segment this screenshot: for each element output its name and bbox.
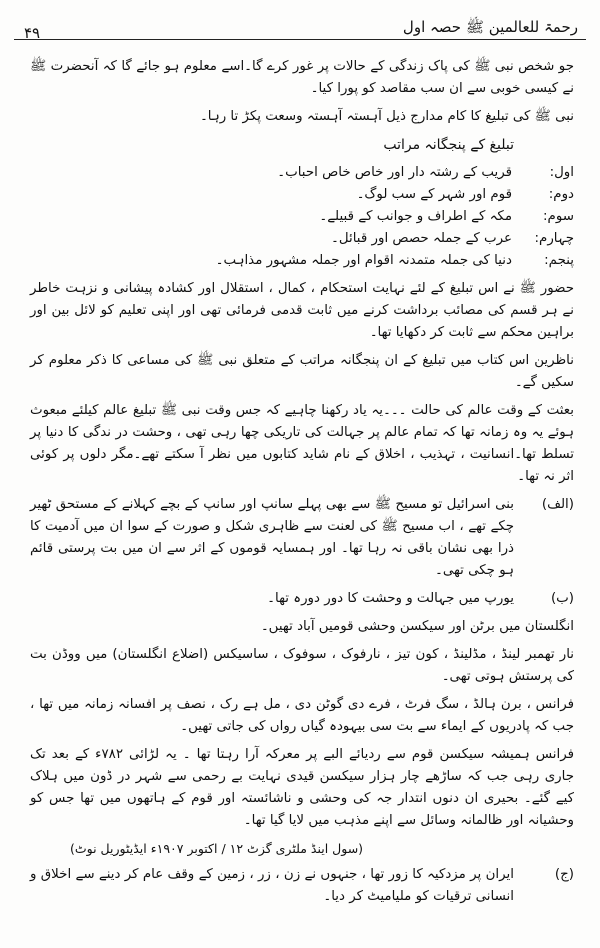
stage-text: قریب کے رشتہ دار اور خاص خاص احباب۔ bbox=[277, 165, 512, 180]
body-paragraph: ناظرین اس کتاب میں تبلیغ کے ان پنجگانہ مراتب کے متعلق نبی ﷺ کی مساعی کا ذکر معلوم کر سکیں گے۔ bbox=[30, 353, 574, 390]
header-rule bbox=[14, 39, 586, 40]
citation: (سول اینڈ ملٹری گزٹ ۱۲ / اکتوبر ۱۹۰۷ء ایڈیٹوریل نوٹ) bbox=[70, 841, 364, 856]
stage-label: پنجم: bbox=[544, 253, 574, 268]
stage-text: عرب کے جملہ حصص اور قبائل۔ bbox=[331, 231, 512, 246]
stage-item bbox=[30, 184, 574, 206]
section-alif bbox=[30, 494, 574, 582]
stage-item bbox=[30, 206, 574, 228]
stage-text: مکہ کے اطراف و جوانب کے قبیلے۔ bbox=[319, 209, 512, 224]
europe-paragraph: انگلستان میں برٹن اور سیکسن وحشی قومیں آباد تھیں۔ bbox=[260, 619, 574, 634]
stage-text: قوم اور شہر کے سب لوگ۔ bbox=[356, 187, 512, 202]
europe-paragraph: فرانس ، برن ہالڈ ، سگ فرٹ ، فرے دی گوٹن دی ، مل ہے رک ، نصف پر افسانہ زمانہ میں تھا ، جب کہ پادریوں کے ایماء سے بت سی بیہودہ گیاں رواں کی جاتی تھیں۔ bbox=[30, 697, 574, 734]
stage-item bbox=[30, 228, 574, 250]
stages-heading: تبلیغ کے پنجگانہ مراتب bbox=[383, 137, 514, 153]
section-text: بنی اسرائیل تو مسیح ﷺ سے بھی پہلے سانپ اور سانپ کے بچے کہلانے کے مستحق ٹھیر چکے تھے ، اب مسیح ﷺ کی لعنت سے ظاہری شکل و صورت کے سوا ان میں آدمیت کا ذرا بھی نشان باقی نہ رہا تھا۔ اور ہمسایہ قوموں کے اثر سے ان میں بت پرستی قائم ہو چکی تھی۔ bbox=[30, 497, 514, 578]
stage-label: چہارم: bbox=[534, 231, 574, 246]
stage-label: دوم: bbox=[548, 187, 574, 202]
europe-paragraph: نار تھمبر لینڈ ، مڈلینڈ ، کون تیز ، نارفوک ، سوفوک ، ساسیکس (اضلاع انگلستان) میں ووڈن بت کی پرستش ہوتی تھی۔ bbox=[30, 647, 574, 684]
page-header bbox=[14, 10, 586, 40]
page-body bbox=[30, 56, 574, 914]
body-paragraph: بعثت کے وقت عالم کی حالت ۔۔۔یہ یاد رکھنا چاہیے کہ جس وقت نبی ﷺ تبلیغ عالم کیلئے مبعوث ہوئے یہ وہ زمانہ تھا کہ تمام عالم پر جہالت کی تاریکی چھا رہی تھی ، وحشت در ندگی کا دنیا پر تسلط تھا۔انسانیت ، تہذیب ، اخلاق کے نام شاید کتابوں میں نظر آ سکتے تھے۔مگر دلوں پر کوئی اثر نہ تھا۔ bbox=[30, 403, 574, 484]
section-label: (الف) bbox=[541, 497, 574, 512]
stage-text: دنیا کی جملہ متمدنہ اقوام اور جملہ مشہور مذاہب۔ bbox=[215, 253, 512, 268]
intro-paragraph: جو شخص نبی ﷺ کی پاک زندگی کے حالات پر غور کرے گا۔اسے معلوم ہو جائے گا کہ آنحضرت ﷺ نے کیسی خوبی سے ان سب مقاصد کو پورا کیا۔ bbox=[30, 59, 574, 96]
stage-item bbox=[30, 162, 574, 184]
intro-paragraph: نبی ﷺ کی تبلیغ کا کام مدارج ذیل آہستہ آہستہ وسعت پکڑ تا رہا۔ bbox=[199, 109, 574, 124]
stage-item bbox=[30, 250, 574, 272]
stages-list bbox=[30, 162, 574, 272]
section-be bbox=[30, 588, 574, 610]
body-paragraph: حضور ﷺ نے اس تبلیغ کے لئے نہایت استحکام ، کمال ، استقلال اور کشادہ پیشانی و نزہت خاطر نے ہر قسم کی مصائب برداشت کرنے میں ثابت قدمی فرمائی تھی اور اپنی تعلیم کو لائل بین اور براہین محکم سے ثابت کر دکھایا تھا۔ bbox=[30, 281, 574, 340]
stage-label: سوم: bbox=[543, 209, 574, 224]
section-jeem bbox=[30, 864, 574, 908]
section-label: (ج) bbox=[554, 867, 574, 882]
europe-paragraph: فرانس ہمیشہ سیکسن قوم سے ردیائے البے پر معرکہ آرا رہتا تھا ۔ یہ لڑائی ۷۸۲ء کے بعد تک جاری رہی جب کہ ساڑھے چار ہزار سیکسن قیدی نہایت بے رحمی سے شہر در ڈون میں ہلاک کیے گئے۔ بحیری ان دنوں انتدار جہ کی وحشی و ناشائستہ اور قوم کے ہاتھوں میں تھا جس کو وحشیانہ اور ظالمانہ وسائل سے اپنے مذہب میں لایا گیا تھا۔ bbox=[30, 747, 574, 828]
section-text: یورپ میں جہالت و وحشت کا دور دورہ تھا۔ bbox=[267, 591, 514, 606]
stage-label: اول: bbox=[549, 165, 574, 180]
page-number: ۴۹ bbox=[24, 24, 41, 42]
running-title: رحمۃ للعالمین ﷺ حصہ اول bbox=[402, 18, 578, 36]
section-text: ایران پر مزدکیہ کا زور تھا ، جنہوں نے زن ، زر ، زمین کے وقف عام کر دینے سے اخلاق و انسانی ترقیات کو ملیامیٹ کر دیا۔ bbox=[30, 867, 514, 904]
section-label: (ب) bbox=[550, 591, 574, 606]
